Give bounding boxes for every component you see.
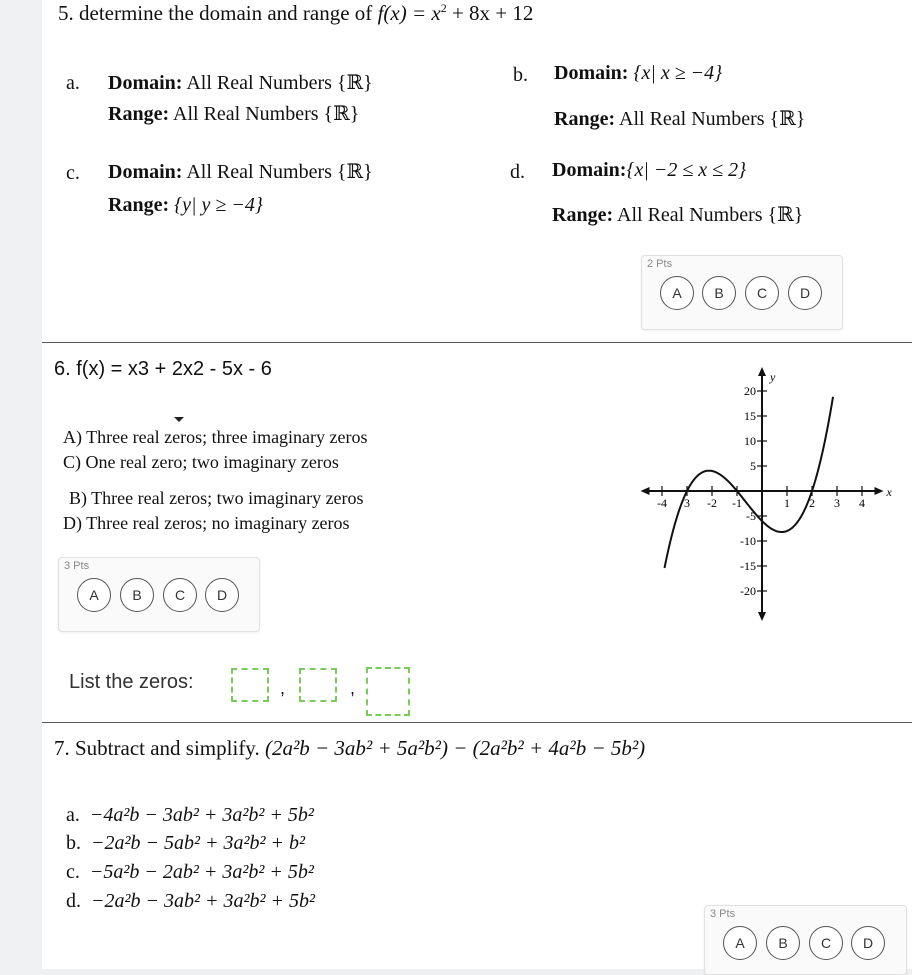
q5-option-b-domain: Domain: {x| x ≥ −4} xyxy=(554,62,723,84)
q5-option-c-range: Range: {y| y ≥ −4} xyxy=(108,194,263,216)
q6-choice-d[interactable]: D xyxy=(205,578,239,612)
x-tick-label-6: 3 xyxy=(834,496,840,510)
x-tick-label-2: -2 xyxy=(707,496,717,510)
q6-choice-b[interactable]: B xyxy=(120,578,154,612)
zero-separator-1: , xyxy=(280,678,286,698)
q6-title: 6. f(x) = x3 + 2x2 - 5x - 6 xyxy=(54,358,272,380)
q5-answer-box xyxy=(641,255,843,330)
q5-choice-b[interactable]: B xyxy=(702,276,736,310)
zero-input-3[interactable] xyxy=(366,667,410,716)
x-tick-label-4: 1 xyxy=(784,496,790,510)
separator-q5-q6 xyxy=(42,342,912,343)
q6-option-b: B) Three real zeros; two imaginary zeros xyxy=(69,488,364,508)
q7-title: 7. Subtract and simplify. (2a²b − 3ab² + 5a²b²) − (2a²b² + 4a²b − 5b²) xyxy=(54,736,646,760)
q7-option-a: a. −4a²b − 3ab² + 3a²b² + 5b² xyxy=(66,804,314,826)
y-tick-label-5: -10 xyxy=(740,534,756,548)
x-tick-label-7: 4 xyxy=(859,496,865,510)
q7-option-b: b. −2a²b − 5ab² + 3a²b² + b² xyxy=(66,832,305,854)
q5-title: 5. determine the domain and range of $f(x) = x^2 + 8x + 12$ xyxy=(58,1,534,25)
y-tick-label-2: 10 xyxy=(744,434,756,448)
zero-input-2[interactable] xyxy=(299,668,337,702)
y-tick-label-4: -5 xyxy=(746,509,756,523)
x-tick-label-3: -1 xyxy=(732,496,742,510)
q6-points-label: 3 Pts xyxy=(64,560,90,572)
q6-option-a: A) Three real zeros; three imaginary zeros xyxy=(63,427,368,447)
q5-option-d-letter: d. xyxy=(510,161,525,183)
q5-points-label: 2 Pts xyxy=(647,258,673,270)
q5-choice-d[interactable]: D xyxy=(788,276,822,310)
q5-option-a-domain: Domain: All Real Numbers {ℝ} xyxy=(108,72,373,94)
q6-choice-a[interactable]: A xyxy=(77,578,111,612)
y-tick-label-0: 20 xyxy=(744,384,756,398)
q5-option-d-domain: Domain:{x| −2 ≤ x ≤ 2} xyxy=(552,159,747,181)
q7-option-c: c. −5a²b − 2ab² + 3a²b² + 5b² xyxy=(66,861,314,883)
q5-option-b-range: Range: All Real Numbers {ℝ} xyxy=(554,108,806,130)
y-tick-label-6: -15 xyxy=(740,559,756,573)
y-tick-label-3: 5 xyxy=(750,459,756,473)
q6-option-d: D) Three real zeros; no imaginary zeros xyxy=(63,513,350,533)
x-tick-label-0: -4 xyxy=(657,496,667,510)
y-tick-label-7: -20 xyxy=(740,584,756,598)
q5-option-c-letter: c. xyxy=(66,162,80,184)
q5-option-d-range: Range: All Real Numbers {ℝ} xyxy=(552,204,804,226)
zero-separator-2: , xyxy=(350,678,356,698)
zeros-label: List the zeros: xyxy=(69,671,194,693)
q5-option-b-letter: b. xyxy=(513,64,528,86)
q7-points-label: 3 Pts xyxy=(710,908,736,920)
q6-option-c: C) One real zero; two imaginary zeros xyxy=(63,452,339,472)
q5-option-a-letter: a. xyxy=(66,72,80,94)
x-axis-left-arrow xyxy=(641,487,650,495)
q5-choice-c[interactable]: C xyxy=(745,276,779,310)
y-axis-label: y xyxy=(770,370,776,384)
y-tick-label-1: 15 xyxy=(744,409,756,423)
q5-choice-a[interactable]: A xyxy=(660,276,694,310)
cubic-graph xyxy=(620,348,905,628)
q7-choice-b[interactable]: B xyxy=(766,926,800,960)
caret-down-icon xyxy=(174,417,184,422)
q6-answer-box xyxy=(58,557,260,632)
q6-choice-c[interactable]: C xyxy=(163,578,197,612)
q7-option-d: d. −2a²b − 3ab² + 3a²b² + 5b² xyxy=(66,890,315,912)
y-axis-up-arrow xyxy=(758,367,766,376)
separator-q6-q7 xyxy=(42,722,912,723)
q7-choice-d[interactable]: D xyxy=(851,926,885,960)
q7-choice-a[interactable]: A xyxy=(723,926,757,960)
q7-choice-c[interactable]: C xyxy=(809,926,843,960)
x-tick-label-5: 2 xyxy=(809,496,815,510)
x-axis-right-arrow xyxy=(875,487,884,495)
zero-input-1[interactable] xyxy=(231,668,269,702)
y-axis-down-arrow xyxy=(758,612,766,621)
x-axis-label: x xyxy=(886,485,892,499)
x-tick-label-1: 3 xyxy=(684,496,690,510)
q7-answer-box xyxy=(704,905,907,975)
q5-option-c-domain: Domain: All Real Numbers {ℝ} xyxy=(108,161,373,183)
q5-option-a-range: Range: All Real Numbers {ℝ} xyxy=(108,103,360,125)
